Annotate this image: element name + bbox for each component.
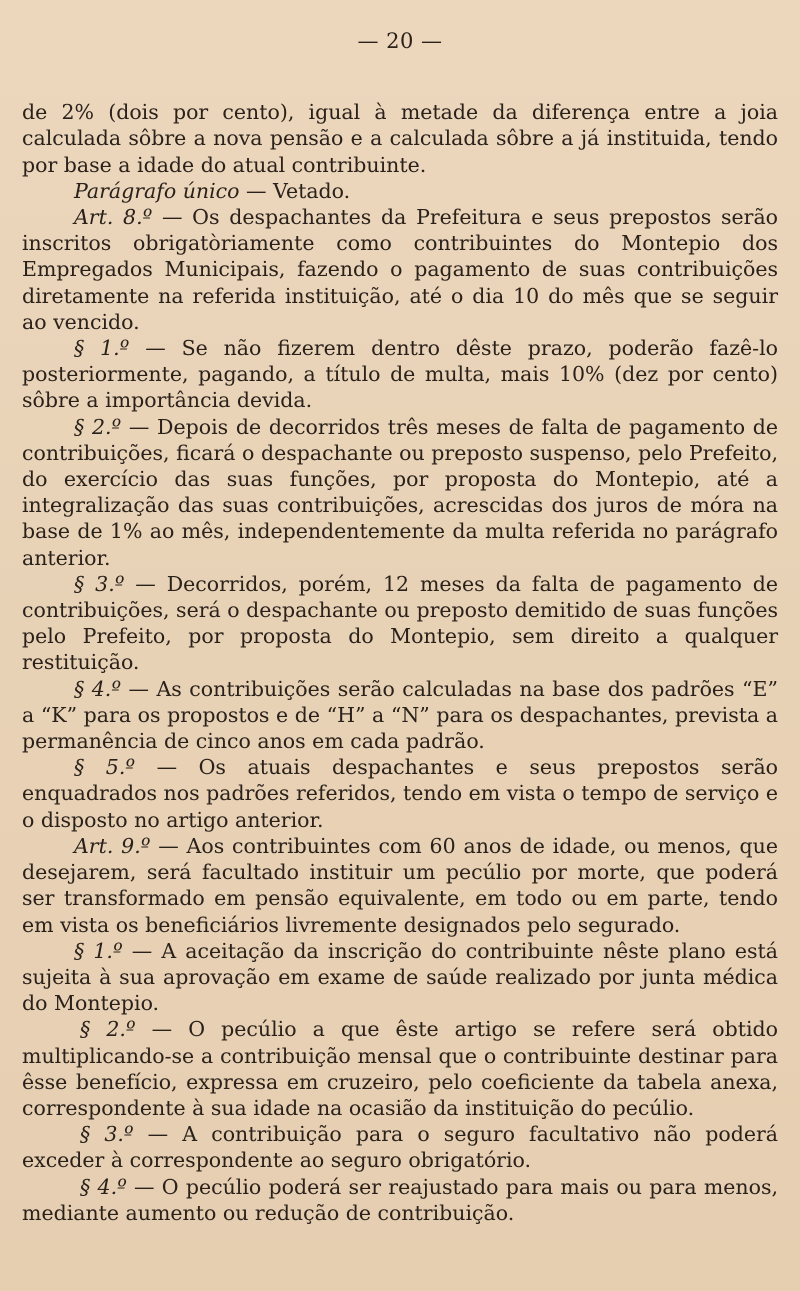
paragraph-text: — Vetado. xyxy=(239,178,351,203)
article-8-paragraph-2 xyxy=(22,414,778,571)
paragraph-ref: § 2.º xyxy=(80,1017,136,1042)
paragraph-text: — A contribuição para o seguro facultativo não poderá exceder à correspondente ao seguro obrigatório. xyxy=(22,1122,778,1173)
page-number: — 20 — xyxy=(357,29,443,53)
article-8-paragraph-5 xyxy=(22,754,778,833)
article-8-paragraph-1 xyxy=(22,335,778,414)
paragraph-text: — As contribuições serão calculadas na base dos padrões “E” a “K” para os propostos e de “H” a “N” para os despachantes, prevista a permanência de cinco anos em cada padrão. xyxy=(22,676,778,754)
paragraph-ref: § 1.º xyxy=(74,938,123,963)
paragraph-text: — A aceitação da inscrição do contribuinte nêste plano está sujeita à sua aprovação em exame de saúde realizado por junta médica do Montepio. xyxy=(22,938,778,1016)
article-ref: Art. 8.º xyxy=(74,205,153,230)
paragraph-text: — O pecúlio a que êste artigo se refere será obtido multiplicando-se a contribuição mensal que o contribuinte destinar para êsse benefício, expressa em cruzeiro, pelo coeficiente da tabela anexa, correspondente à sua idade na ocasião da instituição do pecúlio. xyxy=(22,1017,779,1120)
article-8-paragraph-4 xyxy=(22,676,778,755)
paragraph-text: — Se não fizerem dentro dêste prazo, poderão fazê-lo posteriormente, pagando, a título de multa, mais 10% (dez por cento) sôbre a importância devida. xyxy=(22,336,778,413)
paragraph-ref: § 3.º xyxy=(80,1122,134,1147)
paragraph-ref: § 4.º xyxy=(80,1174,127,1199)
paragraph-text: — Decorridos, porém, 12 meses da falta de pagamento de contribuições, será o despachante ou preposto demitido de suas funções pelo Prefeito, por proposta do Montepio, sem direito a qualquer restituição. xyxy=(22,571,778,675)
paragraph-sole xyxy=(22,178,778,204)
paragraph-continuation xyxy=(22,99,778,178)
paragraph-text: de 2% (dois por cento), igual à metade da diferença entre a joia calculada sôbre a nova pensão e a calculada sôbre a já instituida, tendo por base a idade do atual contribuinte. xyxy=(22,100,778,177)
paragraph-text: — Depois de decorridos três meses de falta de pagamento de contribuições, ficará o despachante ou preposto suspenso, pelo Prefeito, do exercício das suas funções, por proposta do Montepio, até a integralização das suas contribuições, acrescidas dos juros de móra na base de 1% ao mês, independentemente da multa referida no parágrafo anterior. xyxy=(22,414,779,570)
article-9-paragraph-3 xyxy=(22,1121,778,1173)
article-9-paragraph-4 xyxy=(22,1174,778,1226)
article-8 xyxy=(22,204,778,335)
paragraph-ref: § 2.º xyxy=(74,414,122,439)
article-8-paragraph-3 xyxy=(22,571,778,676)
paragraph-text: — Os atuais despachantes e seus prepostos serão enquadrados nos padrões referidos, tendo em vista o tempo de serviço e o disposto no artigo anterior. xyxy=(22,755,779,832)
article-9-paragraph-2 xyxy=(22,1016,778,1121)
article-9-paragraph-1 xyxy=(22,938,778,1017)
paragraph-ref: § 3.º xyxy=(74,571,125,596)
paragraph-ref: § 5.º xyxy=(74,755,136,780)
article-text: — Os despachantes da Prefeitura e seus prepostos serão inscritos obrigatòriamente como contribuintes do Montepio dos Empregados Municipais, fazendo o pagamento de suas contribuições diretamente na referida instituição, até o dia 10 do mês que se seguir ao vencido. xyxy=(22,205,779,334)
paragraph-ref: § 4.º xyxy=(74,676,121,701)
article-9 xyxy=(22,833,778,938)
paragraph-text: — O pecúlio poderá ser reajustado para mais ou para menos, mediante aumento ou redução de contribuição. xyxy=(22,1174,778,1225)
article-ref: Art. 9.º xyxy=(74,833,151,858)
paragraph-ref: Parágrafo único xyxy=(74,178,240,203)
article-text: — Aos contribuintes com 60 anos de idade, ou menos, que desejarem, será facultado instituir um pecúlio por morte, que poderá ser transformado em pensão equivalente, em todo ou em parte, tendo em vista os beneficiários livremente designados pelo segurado. xyxy=(22,833,778,937)
paragraph-ref: § 1.º xyxy=(74,336,130,361)
